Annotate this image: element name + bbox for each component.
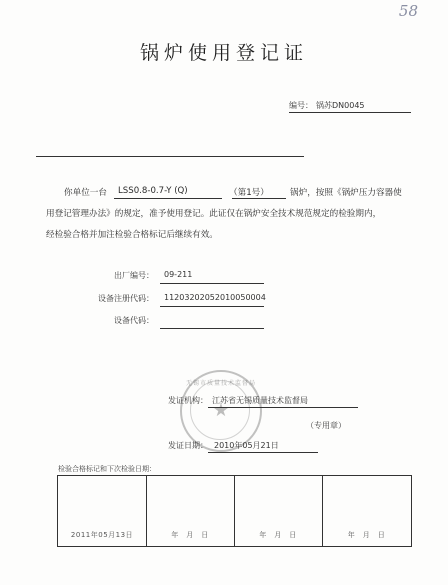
register-code-underline: [160, 306, 264, 307]
inspection-date: 年 月 日: [259, 531, 297, 539]
stamp-text: 无锡市质量技术监督局: [185, 380, 256, 387]
body-line-1-suffix: 锅炉，按照《锅炉压力容器使: [290, 188, 402, 198]
issuer-underline: [208, 407, 358, 408]
unit-number: （第1号）: [229, 188, 269, 198]
corner-page-mark: 58: [398, 2, 418, 20]
inspection-grid: [57, 475, 412, 547]
reg-no-label: 编号：: [289, 101, 313, 110]
factory-no-label: 出厂编号：: [114, 271, 154, 280]
stamp-star-icon: ★: [212, 400, 230, 421]
inspection-caption: 检验合格标记和下次检验日期：: [58, 465, 156, 473]
inspection-cell: [234, 476, 323, 546]
boiler-model: LSS0.8-0.7-Y (Q): [118, 186, 188, 196]
issue-date-label: 发证日期：: [168, 441, 208, 450]
device-code-label: 设备代码：: [114, 316, 154, 325]
reg-no-underline: [289, 112, 411, 113]
register-code-label: 设备注册代码：: [98, 294, 154, 303]
inspection-cell: [58, 476, 147, 546]
body-line-3: 经检验合格并加注检验合格标记后继续有效。: [46, 230, 218, 240]
inspection-cell: [322, 476, 411, 546]
certificate-title: 锅炉使用登记证: [139, 42, 308, 64]
reg-no-value: 锅苏DN0045: [316, 101, 365, 110]
issuer-value: 江苏省无锡质量技术监督局: [212, 396, 308, 405]
boiler-model-underline: [114, 198, 222, 199]
factory-no-underline: [160, 283, 264, 284]
device-code-underline: [160, 328, 264, 329]
owner-unit-line: [36, 156, 304, 157]
unit-number-underline: [232, 198, 286, 199]
issue-date-value: 2010年05月21日: [214, 441, 279, 450]
inspection-date: 2011年05月13日: [70, 531, 134, 539]
body-line-1-prefix: 你单位一台: [64, 188, 107, 198]
inspection-cell: [146, 476, 235, 546]
inspection-date: 年 月 日: [171, 531, 209, 539]
seal-note: （专用章）: [306, 421, 346, 430]
body-line-2: 用登记管理办法》的规定，准予使用登记。此证仅在锅炉安全技术规范规定的检验期内，: [46, 209, 382, 219]
issue-date-underline: [208, 452, 318, 453]
register-code-value: 11203202052010050004: [164, 293, 266, 302]
factory-no-value: 09-211: [164, 270, 193, 279]
inspection-date: 年 月 日: [347, 531, 386, 539]
issuer-label: 发证机构：: [168, 396, 208, 405]
